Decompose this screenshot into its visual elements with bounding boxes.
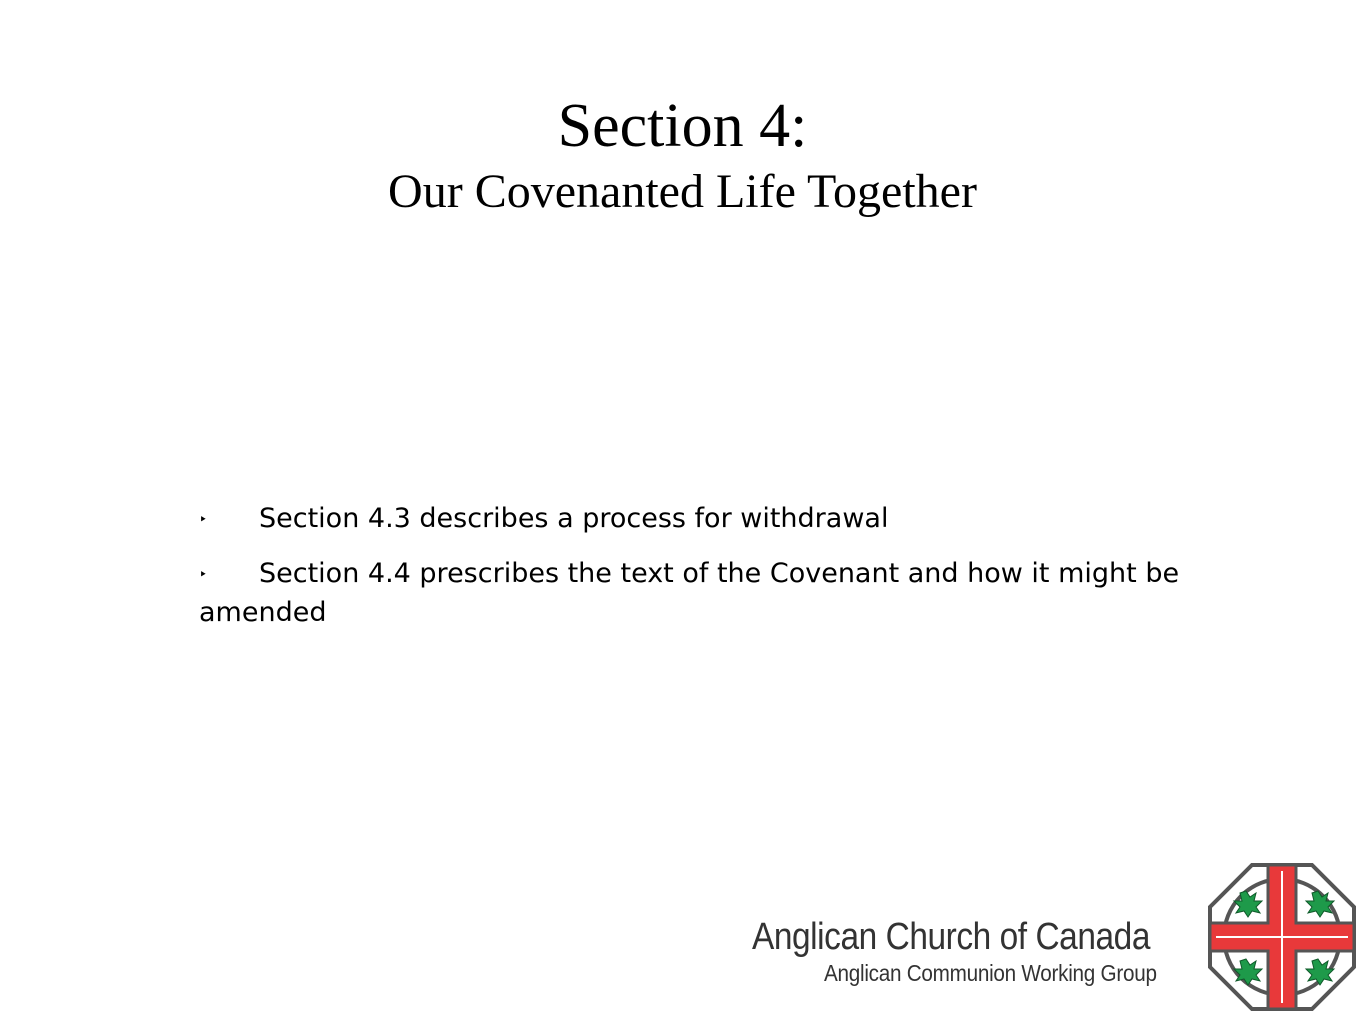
slide-title-main: Section 4:	[557, 92, 808, 160]
logo-organization-subtitle: Anglican Communion Working Group	[824, 960, 1157, 986]
logo-wordmark	[752, 915, 1204, 987]
bullet-text: Section 4.3 describes a process for withdrawal	[259, 503, 889, 534]
slide-title-subtitle: Our Covenanted Life Together	[388, 165, 977, 218]
slide-title	[0, 88, 1365, 220]
bullet-item	[199, 555, 1199, 632]
bullet-arrow-icon: ‣	[199, 567, 208, 583]
bullet-text: Section 4.4 prescribes the text of the Covenant and how it might be amended	[199, 558, 1180, 628]
logo-organization-name: Anglican Church of Canada	[752, 916, 1150, 958]
bullet-item	[199, 500, 1199, 539]
anglican-compass-rose-cross-icon	[1206, 861, 1358, 1013]
bullet-list	[199, 500, 1199, 648]
bullet-arrow-icon: ‣	[199, 512, 208, 528]
